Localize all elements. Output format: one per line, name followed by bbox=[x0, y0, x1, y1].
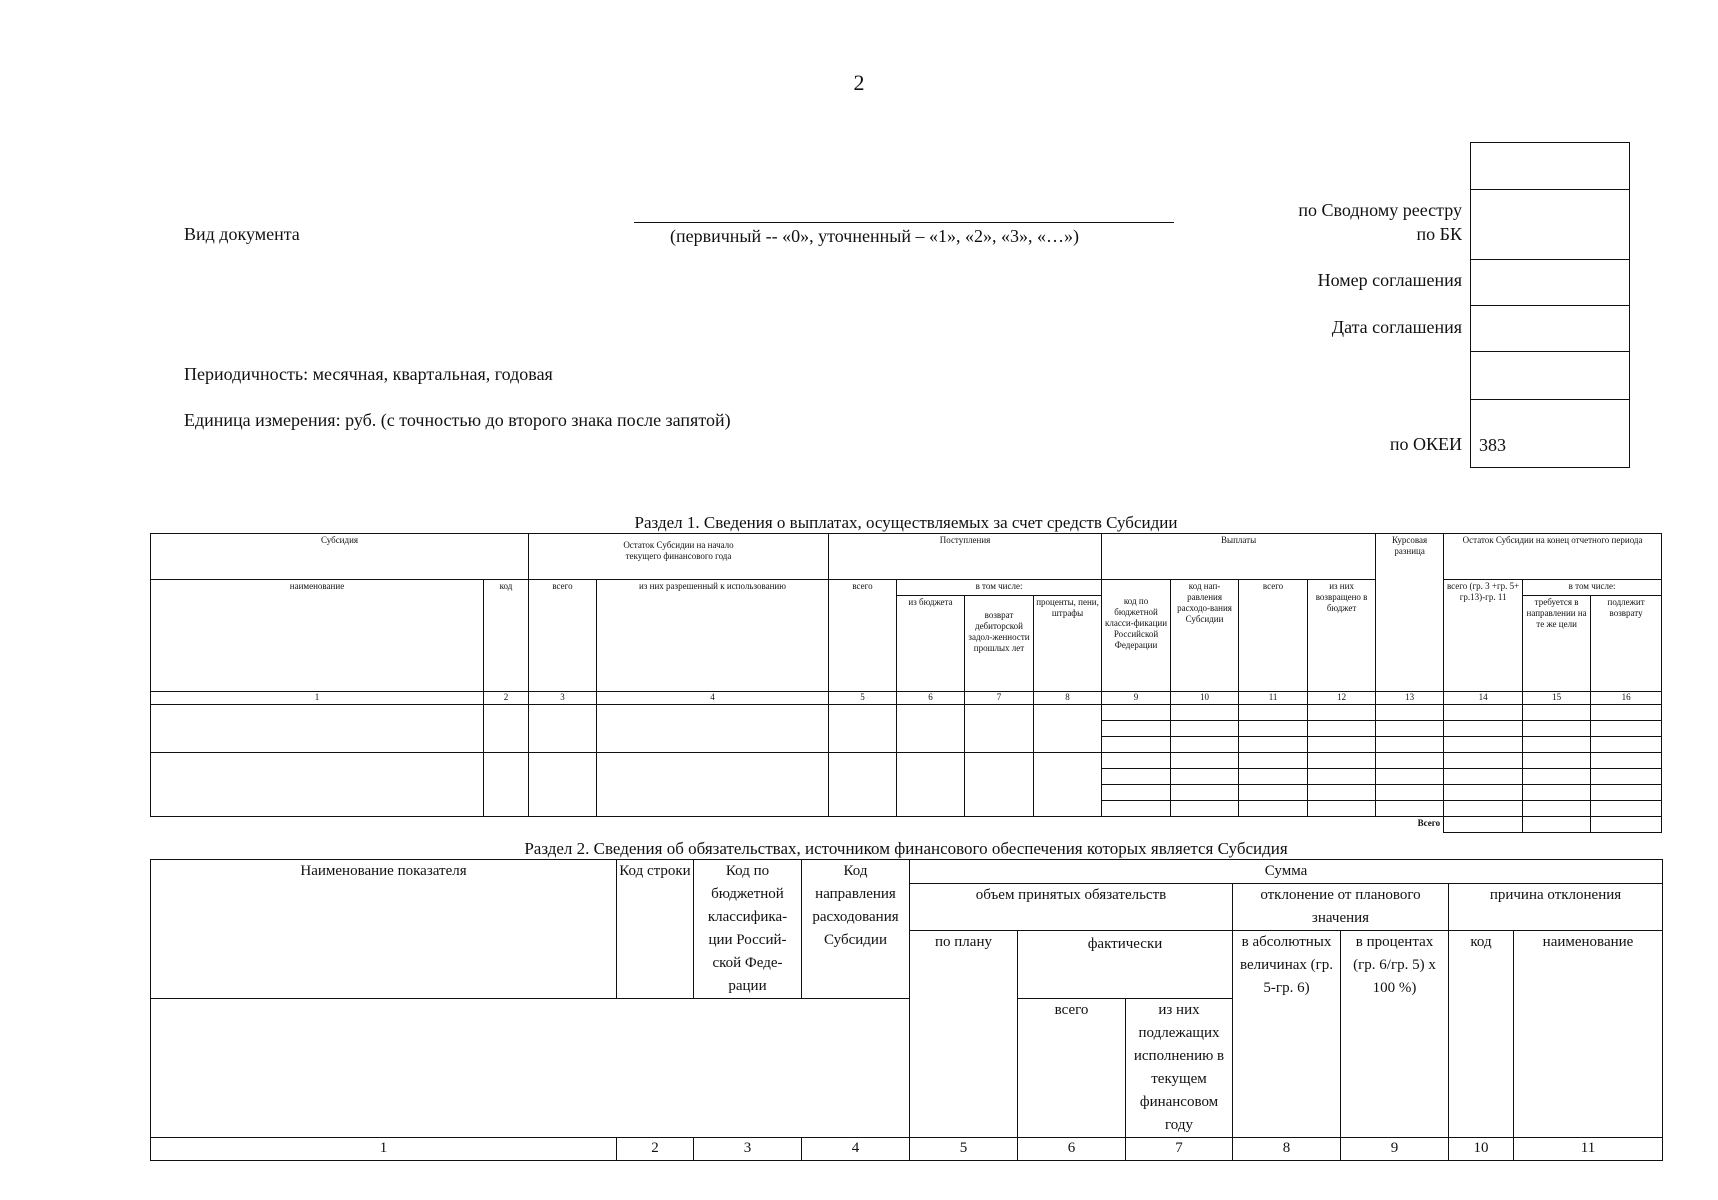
total-row bbox=[151, 817, 1662, 833]
input-cell[interactable] bbox=[1171, 705, 1239, 721]
hdr-deviation: отклонение от планового значения bbox=[1233, 884, 1449, 931]
hdr-sum: Сумма bbox=[910, 860, 1663, 884]
input-cell[interactable] bbox=[1171, 769, 1239, 785]
input-cell[interactable] bbox=[1523, 705, 1591, 721]
input-cell[interactable] bbox=[1102, 705, 1171, 721]
input-cell[interactable] bbox=[1171, 801, 1239, 817]
input-cell[interactable] bbox=[1239, 785, 1308, 801]
codes-box-divider bbox=[1471, 351, 1629, 352]
col-number: 11 bbox=[1514, 1138, 1663, 1161]
col-number: 8 bbox=[1034, 692, 1102, 705]
registry-label-line1: по Сводному реестру bbox=[1298, 200, 1462, 220]
codes-box bbox=[1470, 142, 1630, 468]
hdr-line-code: Код строки bbox=[617, 860, 694, 999]
col-number: 3 bbox=[694, 1138, 802, 1161]
input-cell[interactable] bbox=[1523, 721, 1591, 737]
hdr-obligations: объем принятых обязательств bbox=[910, 884, 1233, 931]
hdr-direction-code: Код направления расходования Субсидии bbox=[802, 860, 910, 999]
input-cell[interactable] bbox=[1591, 817, 1662, 833]
input-cell[interactable] bbox=[1523, 817, 1591, 833]
col-number: 13 bbox=[1376, 692, 1444, 705]
input-cell[interactable] bbox=[1034, 705, 1102, 753]
periodicity-text: Периодичность: месячная, квартальная, годовая bbox=[184, 364, 553, 384]
input-cell[interactable] bbox=[1308, 785, 1376, 801]
input-cell[interactable] bbox=[1102, 721, 1171, 737]
input-cell[interactable] bbox=[1171, 737, 1239, 753]
input-cell[interactable] bbox=[1444, 769, 1523, 785]
col-number: 1 bbox=[151, 1138, 617, 1161]
col-number: 4 bbox=[802, 1138, 910, 1161]
agreement-number-label: Номер соглашения bbox=[1317, 270, 1462, 290]
input-cell[interactable] bbox=[484, 705, 529, 753]
hdr-bk-code: код по бюджетной класси-фикации Российской Федерации bbox=[1102, 580, 1171, 692]
hdr-code: код bbox=[484, 580, 529, 692]
input-cell[interactable] bbox=[1523, 753, 1591, 769]
hdr-reason-code: код bbox=[1449, 931, 1514, 1138]
input-cell[interactable] bbox=[1523, 801, 1591, 817]
input-cell[interactable] bbox=[1444, 785, 1523, 801]
input-cell[interactable] bbox=[1239, 705, 1308, 721]
col-number: 4 bbox=[597, 692, 829, 705]
input-cell[interactable] bbox=[151, 705, 484, 753]
input-cell[interactable] bbox=[1308, 705, 1376, 721]
hdr-reason: причина отклонения bbox=[1449, 884, 1663, 931]
section1-table bbox=[150, 533, 1662, 833]
hdr-payments-total: всего bbox=[1239, 580, 1308, 692]
hdr-receipts-total: всего bbox=[829, 580, 897, 692]
input-cell[interactable] bbox=[1523, 785, 1591, 801]
input-cell[interactable] bbox=[1376, 737, 1444, 753]
input-cell[interactable] bbox=[1376, 769, 1444, 785]
hdr-exchange-diff: Курсовая разница bbox=[1376, 534, 1444, 692]
input-cell[interactable] bbox=[1523, 737, 1591, 753]
input-cell[interactable] bbox=[1444, 737, 1523, 753]
codes-box-divider bbox=[1471, 259, 1629, 260]
hdr-percent: в процентах (гр. 6/гр. 5) х 100 %) bbox=[1341, 931, 1449, 1138]
col-number: 5 bbox=[910, 1138, 1018, 1161]
input-cell[interactable] bbox=[1239, 801, 1308, 817]
input-cell[interactable] bbox=[1591, 769, 1662, 785]
input-cell[interactable] bbox=[1102, 785, 1171, 801]
input-cell[interactable] bbox=[965, 705, 1034, 753]
hdr-to-return: подлежит возврату bbox=[1591, 596, 1662, 692]
registry-label-line2: по БК bbox=[1416, 224, 1462, 244]
input-cell[interactable] bbox=[965, 753, 1034, 817]
input-cell[interactable] bbox=[1523, 769, 1591, 785]
codes-box-divider bbox=[1471, 305, 1629, 306]
input-cell[interactable] bbox=[1239, 721, 1308, 737]
hdr-remainder-total: всего bbox=[529, 580, 597, 692]
agreement-date-label: Дата соглашения bbox=[1331, 317, 1462, 337]
input-cell[interactable] bbox=[1591, 801, 1662, 817]
hdr-from-budget: из бюджета bbox=[897, 596, 965, 692]
hdr-remainder-start: Остаток Субсидии на начало текущего финансового года bbox=[529, 534, 829, 580]
col-number: 16 bbox=[1591, 692, 1662, 705]
input-cell[interactable] bbox=[484, 753, 529, 817]
hdr-interest: проценты, пени, штрафы bbox=[1034, 596, 1102, 692]
col-number: 14 bbox=[1444, 692, 1523, 705]
col-number: 6 bbox=[1018, 1138, 1126, 1161]
input-cell[interactable] bbox=[1308, 721, 1376, 737]
hdr-receipts: Поступления bbox=[829, 534, 1102, 580]
input-cell[interactable] bbox=[1444, 705, 1523, 721]
hdr-returned: из них возвращено в бюджет bbox=[1308, 580, 1376, 692]
hdr-end-including: в том числе: bbox=[1523, 580, 1662, 596]
hdr-allowed: из них разрешенный к использованию bbox=[597, 580, 829, 692]
codes-box-divider bbox=[1471, 399, 1629, 400]
hdr-spacer bbox=[151, 999, 910, 1138]
col-number: 8 bbox=[1233, 1138, 1341, 1161]
hdr-to-execute: из них подлежащих исполнению в текущем финансовом году bbox=[1126, 999, 1233, 1138]
col-number: 7 bbox=[965, 692, 1034, 705]
section2-table bbox=[150, 859, 1663, 1161]
col-number: 3 bbox=[529, 692, 597, 705]
section1-title: Раздел 1. Сведения о выплатах, осуществляемых за счет средств Субсидии bbox=[634, 513, 1178, 532]
total-label: Всего bbox=[1417, 818, 1441, 828]
doc-type-hint: (первичный -- «0», уточненный – «1», «2», «3», «…») bbox=[670, 226, 1079, 246]
page-number: 2 bbox=[853, 70, 865, 95]
input-cell[interactable] bbox=[1376, 785, 1444, 801]
col-number: 5 bbox=[829, 692, 897, 705]
input-cell[interactable] bbox=[897, 753, 965, 817]
input-cell[interactable] bbox=[1376, 753, 1444, 769]
hdr-plan: по плану bbox=[910, 931, 1018, 1138]
okei-label: по ОКЕИ bbox=[1389, 434, 1462, 454]
hdr-actual-total: всего bbox=[1018, 999, 1126, 1138]
col-number: 11 bbox=[1239, 692, 1308, 705]
input-cell[interactable] bbox=[1308, 753, 1376, 769]
col-number: 15 bbox=[1523, 692, 1591, 705]
input-cell[interactable] bbox=[1591, 721, 1662, 737]
col-number: 12 bbox=[1308, 692, 1376, 705]
input-cell[interactable] bbox=[897, 705, 965, 753]
hdr-actual: фактически bbox=[1018, 931, 1233, 999]
input-cell[interactable] bbox=[1239, 753, 1308, 769]
table-row bbox=[151, 705, 1662, 721]
input-cell[interactable] bbox=[1102, 801, 1171, 817]
col-number: 6 bbox=[897, 692, 965, 705]
hdr-payments: Выплаты bbox=[1102, 534, 1376, 580]
hdr-direction-code: код нап-равления расходо-вания Субсидии bbox=[1171, 580, 1239, 692]
input-cell[interactable] bbox=[529, 753, 597, 817]
section2-title: Раздел 2. Сведения об обязательствах, источником финансового обеспечения которых является Субсидия bbox=[524, 839, 1288, 858]
input-cell[interactable] bbox=[1591, 785, 1662, 801]
input-cell[interactable] bbox=[1591, 753, 1662, 769]
input-cell[interactable] bbox=[829, 705, 897, 753]
okei-value: 383 bbox=[1479, 435, 1506, 455]
hdr-end-total: всего (гр. 3 +гр. 5+ гр.13)-гр. 11 bbox=[1444, 580, 1523, 692]
hdr-required: требуется в направлении на те же цели bbox=[1523, 596, 1591, 692]
codes-box-divider bbox=[1471, 189, 1629, 190]
input-cell[interactable] bbox=[1034, 753, 1102, 817]
input-cell[interactable] bbox=[1376, 721, 1444, 737]
input-cell[interactable] bbox=[1591, 737, 1662, 753]
hdr-name: наименование bbox=[151, 580, 484, 692]
input-cell[interactable] bbox=[1171, 753, 1239, 769]
hdr-remainder-end: Остаток Субсидии на конец отчетного периода bbox=[1444, 534, 1662, 580]
input-cell[interactable] bbox=[1308, 801, 1376, 817]
unit-text: Единица измерения: руб. (с точностью до второго знака после запятой) bbox=[184, 410, 731, 430]
input-cell[interactable] bbox=[829, 753, 897, 817]
input-cell[interactable] bbox=[1102, 737, 1171, 753]
table-row bbox=[151, 753, 1662, 769]
input-cell[interactable] bbox=[1102, 769, 1171, 785]
input-cell[interactable] bbox=[1239, 737, 1308, 753]
hdr-bk-code: Код по бюджетной классифика-ции Россий-ской Феде-рации bbox=[694, 860, 802, 999]
hdr-reason-name: наименование bbox=[1514, 931, 1663, 1138]
input-cell[interactable] bbox=[1591, 705, 1662, 721]
hdr-indicator-name: Наименование показателя bbox=[151, 860, 617, 999]
hdr-subsidy: Субсидия bbox=[151, 534, 529, 580]
hdr-absolute: в абсолютных величинах (гр. 5-гр. 6) bbox=[1233, 931, 1341, 1138]
col-number: 2 bbox=[484, 692, 529, 705]
input-cell[interactable] bbox=[1376, 801, 1444, 817]
input-cell[interactable] bbox=[1239, 769, 1308, 785]
col-number: 1 bbox=[151, 692, 484, 705]
input-cell[interactable] bbox=[1102, 753, 1171, 769]
input-cell[interactable] bbox=[1444, 753, 1523, 769]
doc-type-label: Вид документа bbox=[184, 224, 300, 244]
input-cell[interactable] bbox=[597, 753, 829, 817]
hdr-receipts-including: в том числе: bbox=[897, 580, 1102, 596]
input-cell[interactable] bbox=[529, 705, 597, 753]
input-cell[interactable] bbox=[1308, 769, 1376, 785]
input-cell[interactable] bbox=[1444, 721, 1523, 737]
input-cell[interactable] bbox=[151, 753, 484, 817]
col-number: 10 bbox=[1171, 692, 1239, 705]
input-cell[interactable] bbox=[1444, 801, 1523, 817]
input-cell[interactable] bbox=[1171, 785, 1239, 801]
col-number: 10 bbox=[1449, 1138, 1514, 1161]
input-cell[interactable] bbox=[1444, 817, 1523, 833]
col-number: 9 bbox=[1341, 1138, 1449, 1161]
input-cell[interactable] bbox=[1376, 705, 1444, 721]
col-number: 9 bbox=[1102, 692, 1171, 705]
input-cell[interactable] bbox=[597, 705, 829, 753]
col-number: 2 bbox=[617, 1138, 694, 1161]
input-cell[interactable] bbox=[1308, 737, 1376, 753]
hdr-debt-return: возврат дебиторской задол-женности прошлых лет bbox=[965, 596, 1034, 692]
doc-type-underline bbox=[634, 222, 1174, 223]
input-cell[interactable] bbox=[1171, 721, 1239, 737]
col-number: 7 bbox=[1126, 1138, 1233, 1161]
